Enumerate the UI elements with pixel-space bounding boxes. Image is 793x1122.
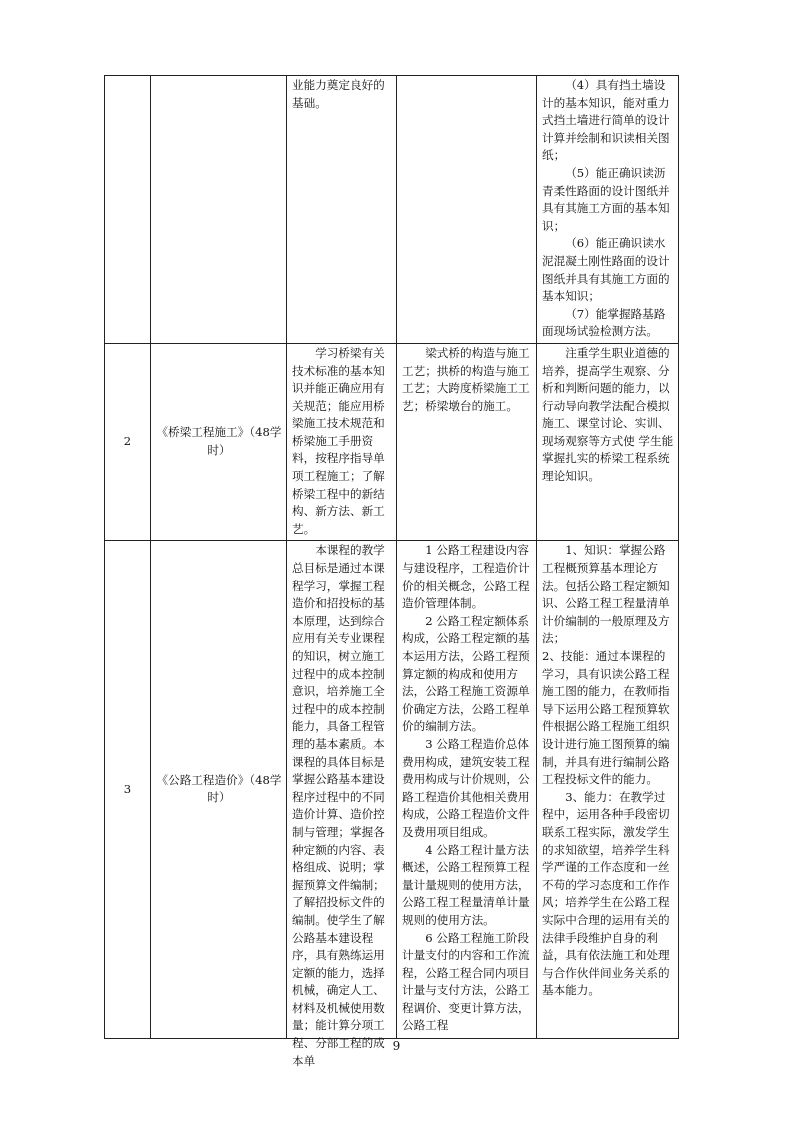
course-name: 《桥梁工程施工》（48学时）	[156, 425, 282, 457]
course-content-cell	[397, 541, 537, 1039]
goals-paragraph: 本课程的教学总目标是通过本课程学习，掌握工程造价和招投标的基本原理，达到综合应用有关专业课程的知识，树立施工过程中的成本控制意识，培养施工全过程中的成本控制能力，具备工程管理的基本素质。本课程的具体目标是掌握公路基本建设程序过程中的不同造价计算、造价控制与管理；掌握各种定额的内容、表格组成、说明；掌握预算文件编制；了解招投标文件的编制。使学生了解公路基本建设程序，具有熟练运用定额的能力，选择机械，确定人工、材料及机械使用数量；能计算分项工程、分部工程的成本单	[292, 543, 385, 1068]
course-requirements-cell	[537, 541, 679, 1039]
requirement-paragraph: （6）能正确识读水泥混凝土刚性路面的设计图纸并具有其施工方面的基本知识；	[542, 236, 670, 304]
table-row	[105, 541, 679, 1039]
course-goals-cell	[287, 76, 397, 344]
course-content-cell	[397, 343, 537, 541]
course-content-cell	[397, 76, 537, 344]
content-paragraph: 梁式桥的构造与施工工艺；拱桥的构造与施工工艺；大跨度桥梁施工工艺；桥梁墩台的施工。	[402, 345, 530, 413]
goals-paragraph: 业能力奠定良好的基础。	[292, 78, 385, 110]
requirement-paragraph: 3、能力：在教学过程中，运用各种手段密切联系工程实际，激发学生的求知欲望，培养学生科学严谨的工作态度和一丝不苟的学习态度和工作作风；培养学生在公路工程实际中合理的运用有关的法律手段维护自身的利益，具有依法施工和处理与合作伙伴间业务关系的基本能力。	[542, 789, 670, 998]
requirement-paragraph: （4）具有挡土墙设计的基本知识，能对重力式挡土墙进行简单的设计计算并绘制和识读相关图纸；	[542, 78, 670, 163]
requirement-paragraph: 1、知识：掌握公路工程概预算基本理论方法。包括公路工程定额知识、公路工程工程量清单计价编制的一般原理及方法；	[542, 543, 670, 646]
content-paragraph: 2 公路工程定额体系构成，公路工程定额的基本运用方法，公路工程预算定额的构成和使用方法，公路工程施工资源单价确定方法，公路工程单价的编制方法。	[402, 613, 530, 734]
content-paragraph: 3 公路工程造价总体费用构成，建筑安装工程费用构成与计价规则，公路工程造价其他相关费用构成，公路工程造价文件及费用项目组成。	[402, 736, 530, 839]
row-index-cell: 3	[105, 541, 151, 1039]
content-paragraph: 6 公路工程施工阶段计量支付的内容和工作流程，公路工程合同内项目计量与支付方法，公路工程调价、变更计算方法，公路工程	[402, 930, 530, 1033]
course-name-cell	[151, 541, 287, 1039]
goals-paragraph: 学习桥梁有关技术标准的基本知识并能正确应用有关规范；能应用桥梁施工技术规范和桥梁施工手册资料，按程序指导单项工程施工；了解桥梁工程中的新结构、新方法、新工艺。	[292, 345, 385, 536]
course-goals-cell	[287, 343, 397, 541]
requirement-paragraph: （7）能掌握路基路面现场试验检测方法。	[542, 306, 666, 339]
row-index-cell: 2	[105, 343, 151, 541]
row-index-cell	[105, 76, 151, 344]
course-name: 《公路工程造价》（48学时）	[156, 772, 282, 805]
content-paragraph: 1 公路工程建设内容与建设程序，工程造价计价的相关概念，公路工程造价管理体制。	[402, 543, 530, 611]
requirement-paragraph: 2、技能：通过本课程的学习，具有识读公路工程施工图的能力，在教师指导下运用公路工程预算软件根据公路工程施工组织设计进行施工图预算的编制，并具有进行编制公路工程投标文件的能力。	[542, 649, 670, 787]
course-table	[104, 75, 679, 1068]
page-number: 9	[392, 1039, 401, 1053]
course-requirements-cell	[537, 343, 679, 541]
course-requirements-cell	[537, 76, 679, 344]
table-row	[105, 76, 679, 344]
course-goals-cell	[287, 541, 397, 1068]
table-row	[105, 343, 679, 541]
requirement-paragraph: 注重学生职业道德的培养，提高学生观察、分析和判断问题的能力，以行动导向教学法配合模拟施工、课堂讨论、实训、现场观察等方式使 学生能掌握扎实的桥梁工程系统理论知识。	[542, 345, 674, 484]
content-paragraph: 4 公路工程计量方法概述，公路工程预算工程量计量规则的使用方法，公路工程工程量清单计量规则的使用方法。	[402, 842, 530, 927]
course-name-cell	[151, 76, 287, 344]
requirement-paragraph: （5）能正确识读沥青柔性路面的设计图纸并具有其施工方面的基本知识；	[542, 165, 670, 233]
course-name-cell	[151, 343, 287, 541]
